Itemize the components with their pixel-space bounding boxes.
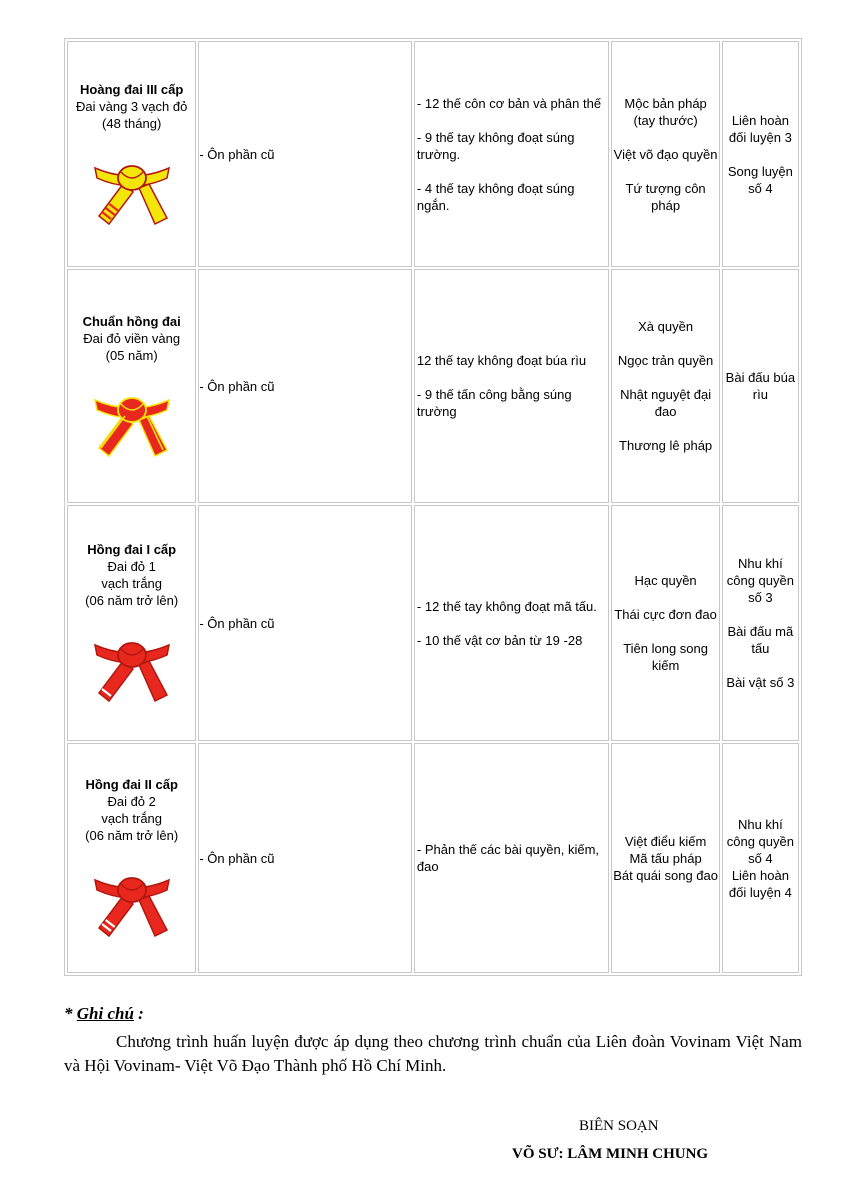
red-belt-one-white-stripe-icon	[89, 631, 175, 705]
match-item: Nhu khí công quyền số 3	[726, 556, 794, 605]
form-item: Xà quyền	[638, 319, 694, 334]
form-item: Thái cực đơn đao	[614, 607, 717, 622]
form-item: Thương lê pháp	[619, 438, 713, 453]
red-belt-yellow-border-icon	[89, 386, 175, 460]
belt-description: (06 năm trở lên)	[85, 828, 179, 843]
belt-description: Đai đỏ 1	[107, 559, 156, 574]
note-title-text: Ghi chú	[76, 1004, 134, 1023]
belt-description: Đai vàng 3 vạch đỏ	[76, 98, 188, 114]
matches-cell	[722, 269, 799, 503]
content-item: - 9 thế tay không đoạt súng trường.	[416, 129, 575, 162]
content-item: - 10 thế vật cơ bản từ 19 -28	[416, 632, 583, 648]
match-item: Bài đấu mã tấu	[727, 624, 794, 656]
content-item: - 4 thế tay không đoạt súng ngắn.	[416, 180, 575, 213]
match-item: Nhu khí công quyền số 4	[726, 816, 794, 866]
belt-description: (05 năm)	[105, 347, 158, 363]
content-item: - Phản thế các bài quyền, kiếm, đao	[416, 842, 600, 874]
note-section	[64, 1002, 802, 1078]
content-cell	[414, 41, 610, 267]
author-role: BIÊN SOẠN	[579, 1118, 659, 1134]
matches-cell	[722, 505, 799, 741]
content-cell	[414, 269, 610, 503]
forms-cell	[611, 269, 719, 503]
belt-description: Đai đỏ viền vàng	[83, 330, 181, 346]
yellow-belt-three-red-stripes-icon	[89, 154, 175, 228]
content-cell	[414, 743, 610, 973]
table-row	[67, 505, 799, 741]
review-cell: - Ôn phần cũ	[198, 505, 412, 741]
belt-name: Hồng đai II cấp	[85, 777, 178, 792]
match-item: Liên hoàn đối luyện 4	[728, 867, 792, 900]
table-row	[67, 269, 799, 503]
note-title: * Ghi chú :	[64, 1004, 144, 1023]
match-item: Liên hoàn đối luyện 3	[728, 112, 792, 145]
form-item: Mã tấu pháp	[629, 850, 702, 866]
table-row	[67, 743, 799, 973]
form-item: Hạc quyền	[634, 573, 697, 588]
forms-cell	[611, 41, 719, 267]
belt-description: vạch trắng	[101, 576, 163, 591]
belt-cell	[67, 505, 196, 741]
form-item: Ngọc trản quyền	[617, 353, 714, 368]
form-item: Tứ tượng côn pháp	[625, 180, 706, 213]
belt-description: Đai đỏ 2	[107, 794, 156, 809]
forms-cell	[611, 743, 719, 973]
form-item: Việt võ đạo quyền	[613, 146, 718, 162]
form-item: Tiên long song kiếm	[623, 641, 708, 673]
belt-description: (48 tháng)	[102, 115, 162, 131]
review-cell: - Ôn phần cũ	[198, 41, 412, 267]
belt-name: Hồng đai I cấp	[87, 542, 177, 557]
form-item: Bát quái song đao	[613, 867, 718, 883]
content-item: - 12 thế côn cơ bản và phân thế	[416, 95, 602, 111]
note-body: Chương trình huấn luyện được áp dụng theo chương trình chuẩn của Liên đoàn Vovinam Việt Nam và Hội Vovinam- Việt Võ Đạo Thành phố Hồ Chí Minh.	[64, 1032, 802, 1075]
belt-cell	[67, 41, 196, 267]
note-star: *	[64, 1004, 77, 1023]
content-item: - 12 thế tay không đoạt mã tấu.	[416, 598, 597, 614]
belt-cell	[67, 269, 196, 503]
belt-cell	[67, 743, 196, 973]
review-cell: - Ôn phần cũ	[198, 743, 412, 973]
content-item: - 9 thế tấn công bằng súng trường	[416, 387, 572, 419]
form-item: Việt điểu kiếm	[624, 833, 707, 849]
review-cell: - Ôn phần cũ	[198, 269, 412, 503]
content-item: 12 thế tay không đoạt búa rìu	[416, 353, 587, 368]
form-item: Nhật nguyệt đại đao	[620, 387, 712, 419]
match-item: Bài đấu búa rìu	[725, 370, 796, 402]
form-item: Mộc bản pháp (tay thước)	[624, 95, 707, 128]
belt-curriculum-table	[64, 38, 802, 976]
author-name: VÕ SƯ: LÂM MINH CHUNG	[512, 1146, 709, 1162]
match-item: Song luyện số 4	[727, 163, 793, 196]
matches-cell	[722, 41, 799, 267]
belt-name: Chuẩn hồng đai	[82, 313, 181, 329]
content-cell	[414, 505, 610, 741]
table-row	[67, 41, 799, 267]
match-item: Bài vật số 3	[726, 675, 795, 690]
belt-description: vạch trắng	[101, 811, 163, 826]
forms-cell	[611, 505, 719, 741]
matches-cell	[722, 743, 799, 973]
belt-name: Hoàng đai III cấp	[80, 81, 184, 97]
red-belt-two-white-stripes-icon	[89, 866, 175, 940]
belt-description: (06 năm trở lên)	[85, 593, 179, 608]
